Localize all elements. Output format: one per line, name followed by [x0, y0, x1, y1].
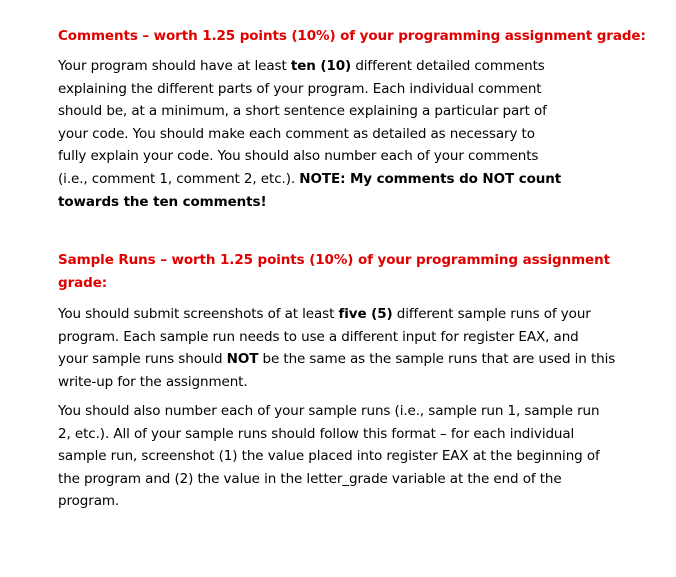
- sample-runs-heading-line: grade:: [58, 274, 108, 291]
- comments-paragraph: [58, 55, 561, 213]
- text-run: 2, etc.). All of your sample runs should follow this format – for each individual: [58, 425, 575, 442]
- text-run: Your program should have at least: [58, 58, 291, 74]
- text-run: explaining the different parts of your program. Each individual comment: [58, 80, 542, 97]
- text-run: your code. You should make each comment as detailed as necessary to: [58, 125, 535, 142]
- sample-runs-paragraph-1: [58, 303, 615, 393]
- text-run: sample run, screenshot (1) the value placed into register EAX at the beginning of: [58, 448, 600, 465]
- text-run: program. Each sample run needs to use a different input for register EAX, and: [58, 328, 579, 345]
- text-run: You should also number each of your sample runs (i.e., sample run 1, sample run: [58, 403, 600, 419]
- bold-text: towards the ten comments!: [58, 193, 267, 210]
- text-run: (i.e., comment 1, comment 2, etc.).: [58, 170, 300, 187]
- sample-runs-paragraph-2: [58, 400, 600, 513]
- text-line: [58, 371, 615, 394]
- text-line: [58, 123, 561, 146]
- text-line: [58, 168, 561, 191]
- text-line: [58, 490, 600, 513]
- sample-runs-heading: [58, 249, 610, 294]
- text-line: [58, 468, 600, 491]
- text-line: [58, 348, 615, 371]
- text-run: program.: [58, 493, 120, 510]
- text-line: [58, 303, 615, 326]
- text-run: your sample runs should: [58, 351, 227, 368]
- text-line: [58, 78, 561, 101]
- bold-text: ten (10): [290, 58, 352, 74]
- text-run: different detailed comments: [351, 58, 545, 74]
- text-line: [58, 400, 600, 423]
- text-run: the program and (2) the value in the letter_grade variable at the end of the: [58, 470, 562, 487]
- text-line: [58, 326, 615, 349]
- text-run: fully explain your code. You should also number each of your comments: [58, 148, 539, 165]
- text-run: different sample runs of your: [392, 306, 591, 322]
- text-line: [58, 55, 561, 78]
- bold-text: NOTE: My comments do NOT count: [299, 170, 562, 187]
- text-run: You should submit screenshots of at least: [58, 306, 339, 322]
- text-line: [58, 445, 600, 468]
- text-line: [58, 423, 600, 446]
- text-run: be the same as the sample runs that are used in this: [258, 351, 616, 368]
- text-run: should be, at a minimum, a short sentence explaining a particular part of: [58, 103, 547, 120]
- comments-heading: Comments – worth 1.25 points (10%) of your programming assignment grade:: [58, 28, 646, 44]
- bold-text: NOT: [226, 351, 259, 368]
- sample-runs-heading-line: Sample Runs – worth 1.25 points (10%) of your programming assignment: [58, 252, 610, 268]
- text-line: [58, 100, 561, 123]
- bold-text: five (5): [338, 306, 393, 322]
- text-line: [58, 145, 561, 168]
- text-line: [58, 191, 561, 214]
- text-run: write-up for the assignment.: [58, 373, 248, 390]
